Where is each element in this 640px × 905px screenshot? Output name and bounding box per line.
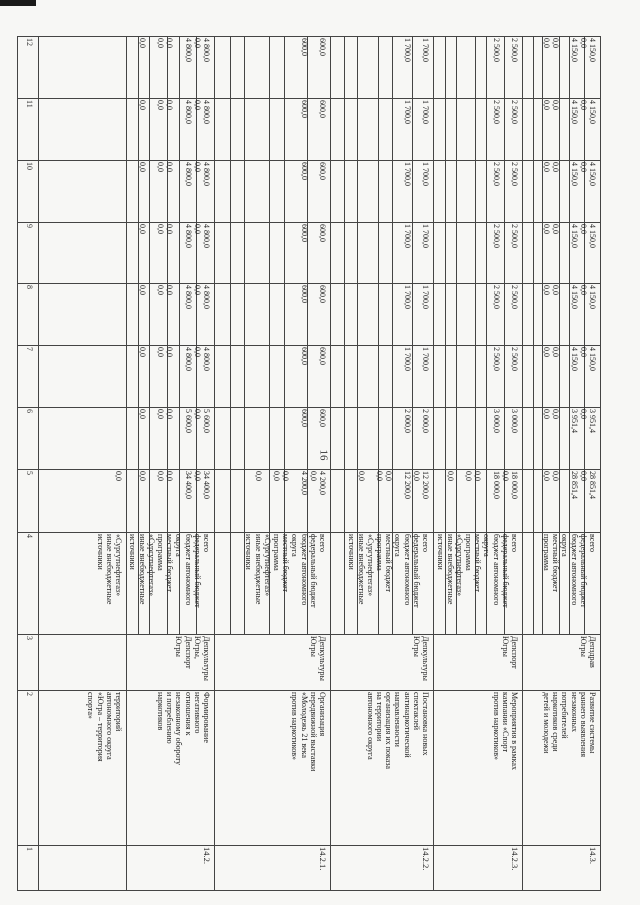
year-amount-col-10-text: 1 700,0 1 700,0: [402, 162, 430, 186]
year-amount-col-12-text: 4 150,0 0,0 4 150,0 0,0 0,0: [541, 38, 597, 62]
year-amount-col-11-text: 4 800,0 0,0 4 800,0 0,0 0,0 0,0: [137, 100, 211, 124]
year-amount-col-12: [522, 36, 600, 98]
column-header-5-text: 5: [25, 471, 34, 475]
year-amount-col-12: [330, 36, 433, 98]
responsible-org-text: Депкультуры Югры, Депспорт Югры: [174, 636, 211, 681]
year-amount-col-5: [214, 469, 330, 532]
funding-sources: [330, 532, 433, 634]
year-amount-col-7-text: 4 150,0 0,0 4 150,0 0,0 0,0: [541, 347, 597, 371]
year-amount-col-12: [214, 36, 330, 98]
year-amount-col-9: [522, 222, 600, 283]
year-amount-col-7-text: 2 500,0 2 500,0: [491, 347, 519, 371]
responsible-org-text: Депспорт Югры: [500, 636, 519, 669]
funding-sources-text: всего федеральный бюджет бюджет автономного округа местный бюджет программа «Сургутнефтегаз» иные внебюджетные источники: [244, 534, 327, 608]
funding-sources-text: всего федеральный бюджет бюджет автономного округа местный бюджет программа «Сургутнефтегаз» иные внебюджетные источники: [128, 534, 211, 608]
year-amount-col-11-text: 600,0 600,0: [299, 100, 327, 118]
row-number: [126, 845, 214, 890]
cont-program-name: [38, 690, 126, 845]
cont-sources: [38, 532, 126, 634]
year-amount-col-6: [214, 407, 330, 469]
responsible-org: [522, 634, 600, 690]
activity-name: [330, 690, 433, 845]
row-number-text: 14.3.: [588, 847, 598, 864]
year-amount-col-6-text: 5 600,0 0,0 5 600,0 0,0 0,0 0,0: [137, 409, 211, 433]
year-amount-col-9: [126, 222, 214, 283]
activity-name-text: Формирование негативного отношения к незаконному обороту и потреблению наркотиков: [156, 692, 211, 765]
year-amount-col-6-text: 600,0 600,0: [299, 409, 327, 427]
cont-total-text: 0,0: [114, 471, 123, 481]
column-header-8: [17, 283, 38, 345]
column-header-8-text: 8: [25, 285, 34, 289]
year-amount-col-9: [433, 222, 522, 283]
year-amount-col-6: [433, 407, 522, 469]
funding-sources-text: всего федеральный бюджет бюджет автономного округа местный бюджет программа: [542, 534, 597, 608]
cont-total: [38, 469, 126, 532]
year-amount-col-7: [330, 345, 433, 407]
year-amount-col-5: [433, 469, 522, 532]
year-amount-col-8: [126, 283, 214, 345]
activity-name-text: Мероприятия в рамках кампании «Спорт против наркотиков»: [491, 692, 519, 770]
year-amount-col-10: [214, 160, 330, 222]
activity-name: [214, 690, 330, 845]
year-amount-col-8: [330, 283, 433, 345]
column-header-1: [17, 845, 38, 890]
activity-name: [522, 690, 600, 845]
year-amount-col-6-text: 2 000,0 2 000,0: [402, 409, 430, 433]
column-header-4: [17, 532, 38, 634]
column-header-10-text: 10: [25, 162, 34, 170]
cont-program-name-text: территорий автономного округа «Югра – территория спорта»: [86, 692, 123, 762]
year-amount-col-12-text: 600,0 600,0: [299, 38, 327, 56]
year-amount-col-5-text: 4 200,0 0,0 4 200,0 0,0 0,0 0,0: [253, 471, 327, 495]
column-header-2-text: 2: [25, 692, 34, 696]
year-amount-col-12-text: 1 700,0 1 700,0: [402, 38, 430, 62]
column-header-2: [17, 690, 38, 845]
year-amount-col-7: [433, 345, 522, 407]
funding-sources: [433, 532, 522, 634]
table-rule: [17, 890, 600, 891]
year-amount-col-8-text: 1 700,0 1 700,0: [402, 285, 430, 309]
year-amount-col-7: [522, 345, 600, 407]
activity-name: [433, 690, 522, 845]
responsible-org-text: Депкультуры Югры: [411, 636, 430, 681]
year-amount-col-10: [433, 160, 522, 222]
year-amount-col-11-text: 4 150,0 0,0 4 150,0 0,0 0,0: [541, 100, 597, 124]
responsible-org: [126, 634, 214, 690]
row-number: [522, 845, 600, 890]
activity-name: [126, 690, 214, 845]
year-amount-col-8: [522, 283, 600, 345]
table-rule: [600, 36, 601, 890]
column-header-12-text: 12: [25, 38, 34, 46]
responsible-org-text: Депздрав Югры: [578, 636, 597, 668]
year-amount-col-10-text: 2 500,0 2 500,0: [491, 162, 519, 186]
row-number-text: 14.2.2.: [421, 847, 431, 871]
year-amount-col-6-text: 3 000,0 3 000,0: [491, 409, 519, 433]
year-amount-col-9: [214, 222, 330, 283]
year-amount-col-12-text: 2 500,0 2 500,0: [491, 38, 519, 62]
row-number-text: 14.2.3.: [510, 847, 520, 871]
column-header-1-text: 1: [25, 847, 34, 851]
activity-name-text: Развитие системы раннего выявления незаконных потребителей наркотиков среди детей и молодежи: [542, 692, 597, 758]
year-amount-col-11-text: 2 500,0 2 500,0: [491, 100, 519, 124]
year-amount-col-11: [214, 98, 330, 160]
year-amount-col-8-text: 600,0 600,0: [299, 285, 327, 303]
column-header-11: [17, 98, 38, 160]
year-amount-col-9-text: 2 500,0 2 500,0: [491, 224, 519, 248]
column-header-11-text: 11: [25, 100, 34, 108]
year-amount-col-8: [433, 283, 522, 345]
year-amount-col-11: [522, 98, 600, 160]
column-header-4-text: 4: [25, 534, 34, 538]
year-amount-col-11: [433, 98, 522, 160]
year-amount-col-11: [330, 98, 433, 160]
funding-sources: [522, 532, 600, 634]
column-header-9-text: 9: [25, 224, 34, 228]
year-amount-col-10-text: 600,0 600,0: [299, 162, 327, 180]
year-amount-col-7-text: 1 700,0 1 700,0: [402, 347, 430, 371]
year-amount-col-6-text: 3 951,4 0,0 3 951,4 0,0 0,0: [541, 409, 597, 433]
page-number: 16: [317, 449, 329, 461]
year-amount-col-11-text: 1 700,0 1 700,0: [402, 100, 430, 124]
column-header-12: [17, 36, 38, 98]
responsible-org: [214, 634, 330, 690]
column-header-3: [17, 634, 38, 690]
cont-sources-text: «Сургутнефтегаз» иные внебюджетные источники: [95, 534, 123, 605]
year-amount-col-11: [126, 98, 214, 160]
year-amount-col-5-text: 18 000,0 0,0 18 000,0 0,0 0,0 0,0: [445, 471, 519, 499]
year-amount-col-10-text: 4 150,0 0,0 4 150,0 0,0 0,0: [541, 162, 597, 186]
year-amount-col-6: [330, 407, 433, 469]
year-amount-col-6: [522, 407, 600, 469]
column-header-10: [17, 160, 38, 222]
year-amount-col-5: [126, 469, 214, 532]
column-header-3-text: 3: [25, 636, 34, 640]
funding-sources-text: всего федеральный бюджет бюджет автономного округа местный бюджет программа «Сургутнефтегаз» иные внебюджетные источники: [436, 534, 519, 608]
year-amount-col-9-text: 4 150,0 0,0 4 150,0 0,0 0,0: [541, 224, 597, 248]
row-number: [214, 845, 330, 890]
column-header-9: [17, 222, 38, 283]
year-amount-col-6: [126, 407, 214, 469]
year-amount-col-12-text: 4 800,0 0,0 4 800,0 0,0 0,0 0,0: [137, 38, 211, 62]
year-amount-col-7-text: 4 800,0 0,0 4 800,0 0,0 0,0 0,0: [137, 347, 211, 371]
year-amount-col-10-text: 4 800,0 0,0 4 800,0 0,0 0,0 0,0: [137, 162, 211, 186]
year-amount-col-10: [330, 160, 433, 222]
year-amount-col-8-text: 4 800,0 0,0 4 800,0 0,0 0,0 0,0: [137, 285, 211, 309]
row-number-text: 14.2.1.: [318, 847, 328, 871]
responsible-org: [433, 634, 522, 690]
funding-sources: [126, 532, 214, 634]
year-amount-col-8-text: 4 150,0 0,0 4 150,0 0,0 0,0: [541, 285, 597, 309]
activity-name-text: Постановка новых спектаклей антинаркотической направленности организация их показа на территории автономного округа: [365, 692, 430, 769]
funding-sources-text: всего федеральный бюджет бюджет автономного округа местный бюджет программа «Сургутнефтегаз» иные внебюджетные источники: [347, 534, 430, 608]
year-amount-col-5-text: 28 851,4 0,0 28 851,4 0,0 0,0: [541, 471, 597, 499]
responsible-org-text: Депкультуры Югры: [308, 636, 327, 681]
year-amount-col-10: [126, 160, 214, 222]
responsible-org: [330, 634, 433, 690]
year-amount-col-12: [433, 36, 522, 98]
year-amount-col-7: [214, 345, 330, 407]
column-header-7-text: 7: [25, 347, 34, 351]
year-amount-col-9: [330, 222, 433, 283]
year-amount-col-7-text: 600,0 600,0: [299, 347, 327, 365]
column-header-7: [17, 345, 38, 407]
column-header-6-text: 6: [25, 409, 34, 413]
column-header-6: [17, 407, 38, 469]
activity-name-text: Организация передвижной выставки «Молодежь 21 века против наркотиков»: [290, 692, 327, 772]
funding-sources: [214, 532, 330, 634]
year-amount-col-5: [522, 469, 600, 532]
row-number-text: 14.2.: [202, 847, 212, 864]
year-amount-col-5-text: 34 400,0 0,0 34 400,0 0,0 0,0 0,0: [137, 471, 211, 499]
year-amount-col-8-text: 2 500,0 2 500,0: [491, 285, 519, 309]
year-amount-col-10: [522, 160, 600, 222]
year-amount-col-9-text: 600,0 600,0: [299, 224, 327, 242]
year-amount-col-12: [126, 36, 214, 98]
year-amount-col-9-text: 4 800,0 0,0 4 800,0 0,0 0,0 0,0: [137, 224, 211, 248]
year-amount-col-8: [214, 283, 330, 345]
row-number: [330, 845, 433, 890]
year-amount-col-5-text: 12 200,0 0,0 12 200,0 0,0 0,0 0,0: [356, 471, 430, 499]
year-amount-col-5: [330, 469, 433, 532]
column-header-5: [17, 469, 38, 532]
year-amount-col-7: [126, 345, 214, 407]
row-number: [433, 845, 522, 890]
year-amount-col-9-text: 1 700,0 1 700,0: [402, 224, 430, 248]
